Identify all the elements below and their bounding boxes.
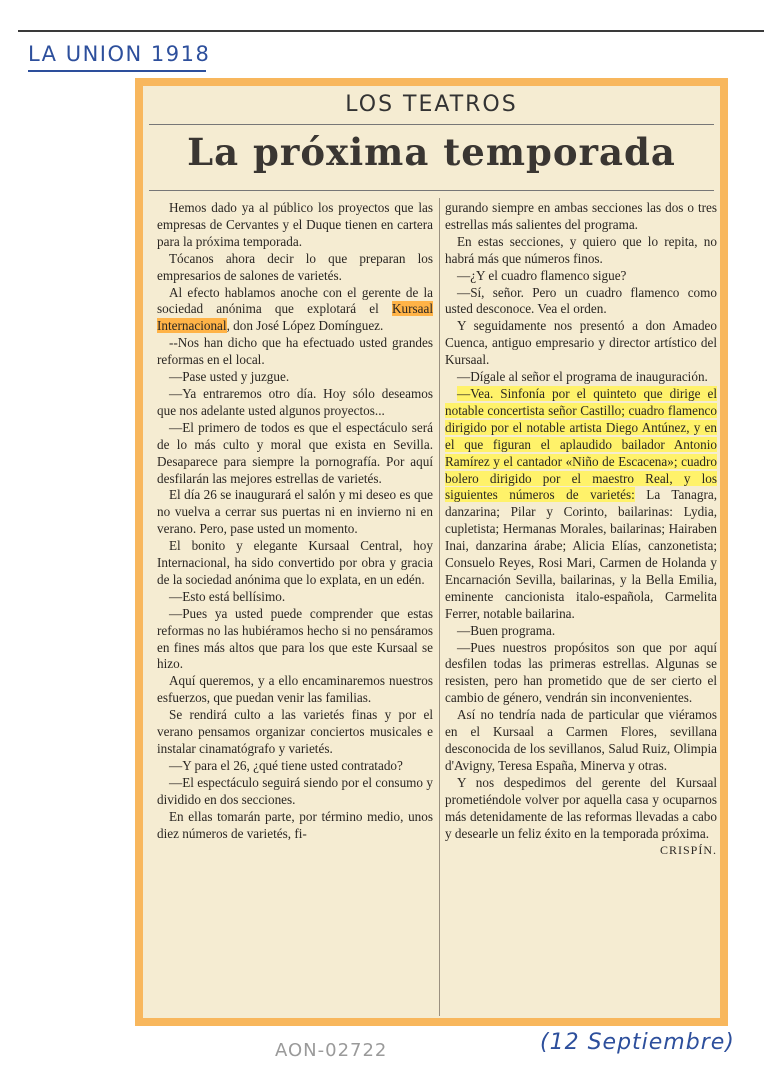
paragraph: Aquí queremos, y a ello encaminaremos nuestros esfuerzos, que puedan venir las familias.: [157, 673, 433, 706]
paragraph: —Esto está bellísimo.: [169, 588, 286, 604]
handwritten-header: LA UNION 1918: [28, 42, 211, 66]
newspaper-clipping: [135, 78, 728, 1026]
left-column: [157, 200, 433, 842]
paragraph: El día 26 se inaugurará el salón y mi deseo es que no vuelva a cerrar sus puertas ni en invierno ni en verano. Pero, pase usted un momento.: [157, 487, 433, 537]
paragraph: —El espectáculo seguirá siendo por el consumo y dividido en dos secciones.: [157, 774, 433, 807]
paragraph: —Buen programa.: [457, 622, 556, 638]
paragraph: --Nos han dicho que ha efectuado usted grandes reformas en el local.: [157, 335, 433, 368]
right-column: [445, 200, 717, 859]
program-paragraph: [445, 386, 717, 623]
paragraph: —Pase usted y juzgue.: [169, 369, 290, 385]
paragraph: Así no tendría nada de particular que viéramos en el Kursaal a Carmen Flores, sevillana desconocida de los sevillanos, Salud Ruiz, Olimpia d'Avigny, Teresa España, Minerva y otras.: [445, 707, 717, 773]
section-title: LOS TEATROS: [345, 92, 518, 117]
paragraph: Y seguidamente nos presentó a don Amadeo Cuenca, antiguo empresario y director artístico del Kursaal.: [445, 318, 717, 368]
signature: CRISPÍN.: [659, 843, 717, 858]
column-divider: [439, 198, 440, 1016]
paragraph-with-highlight: [157, 285, 433, 336]
headline: La próxima temporada: [187, 130, 676, 174]
paragraph: —Pues ya usted puede comprender que estas reformas no las hubiéramos hecho si no pensáramos en fines más altos que para los que este Kursaal se hizo.: [157, 605, 433, 672]
paragraph-text: Al efecto hablamos anoche con el gerente de la sociedad anónima que explotará el: [157, 284, 433, 317]
paragraph: —¿Y el cuadro flamenco sigue?: [457, 267, 627, 283]
paragraph: —Y para el 26, ¿qué tiene usted contratado?: [169, 757, 403, 773]
paragraph: El bonito y elegante Kursaal Central, hoy Internacional, ha sido convertido por obra y gracia de la sociedad anónima que lo explata, en un edén.: [157, 538, 433, 587]
highlighted-program: —Vea. Sinfonía por el quinteto que dirige el notable concertista señor Castillo; cuadro flamenco dirigido por el notable artista Diego Antúnez, y en el que figuran el aplaudido bailador Antonio Ramírez y el cantador «Niño de Escacena»; cuadro bolero dirigido por el maestro Real, y los siguientes números de varietés:: [445, 385, 717, 503]
top-rule: [18, 30, 764, 32]
clipping-paper: [143, 86, 720, 1018]
paragraph: Y nos despedimos del gerente del Kursaal prometiéndole volver por aquella casa y ocuparnos más detenidamente de las reformas llevadas a cabo y desearle un feliz éxito en la temporada próxima.: [445, 774, 717, 841]
paragraph: Se rendirá culto a las varietés finas y por el verano pensamos organizar conciertos musicales e instalar cinamatógrafo y varietés.: [157, 707, 433, 756]
paragraph: Hemos dado ya al público los proyectos que las empresas de Cervantes y el Duque tienen en cartera para la próxima temporada.: [157, 200, 433, 249]
section-rule: [149, 124, 714, 125]
handwritten-underline: [28, 70, 206, 72]
paragraph: —El primero de todos es que el espectáculo será de lo más culto y moral que exista en Sevilla. Desaparece para siempre la pornografía. Por aquí desfilarán las mejores estrellas de varietés.: [157, 419, 433, 486]
archive-code: AON-02722: [275, 1040, 388, 1061]
paragraph: En estas secciones, y quiero que lo repita, no habrá más que números finos.: [445, 233, 717, 266]
handwritten-date: (12 Septiembre): [540, 1030, 735, 1055]
paragraph: En ellas tomarán parte, por término medio, unos diez números de varietés, fi-: [157, 808, 433, 841]
paragraph-text: La Tanagra, danzarina; Pilar y Corinto, bailarinas: Lydia, cupletista; Hermanas Morales, bailarinas; Hairaben Inai, danzarina árabe; Alicia Elías, canzonetista; Consuelo Reyes, Rosi Mari, Carmen de Holanda y Encarnación Sevilla, bailarinas, y la Bella Emilia, eminente cancionista italo-española, Carmelita Ferrer, notable bailarina.: [445, 487, 717, 621]
headline-rule: [149, 190, 714, 191]
paragraph: Tócanos ahora decir lo que preparan los empresarios de salones de varietés.: [157, 250, 433, 283]
paragraph: —Pues nuestros propósitos son que por aquí desfilen todas las primeras estrellas. Algunas se resisten, pero han prometido que de ser cierto el cambio de género, vendrán sin inconvenientes.: [445, 639, 717, 706]
highlighted-name: Kursaal Internacional: [157, 301, 433, 334]
paragraph: —Sí, señor. Pero un cuadro flamenco como usted desconoce. Vea el orden.: [445, 284, 717, 317]
paragraph: gurando siempre en ambas secciones las dos o tres estrellas más salientes del programa.: [445, 200, 717, 232]
paragraph: —Ya entraremos otro día. Hoy sólo deseamos que nos adelante usted algunos proyectos...: [157, 385, 433, 418]
paragraph: —Dígale al señor el programa de inauguración.: [457, 369, 708, 385]
paragraph-text: , don José López Domínguez.: [226, 318, 384, 334]
